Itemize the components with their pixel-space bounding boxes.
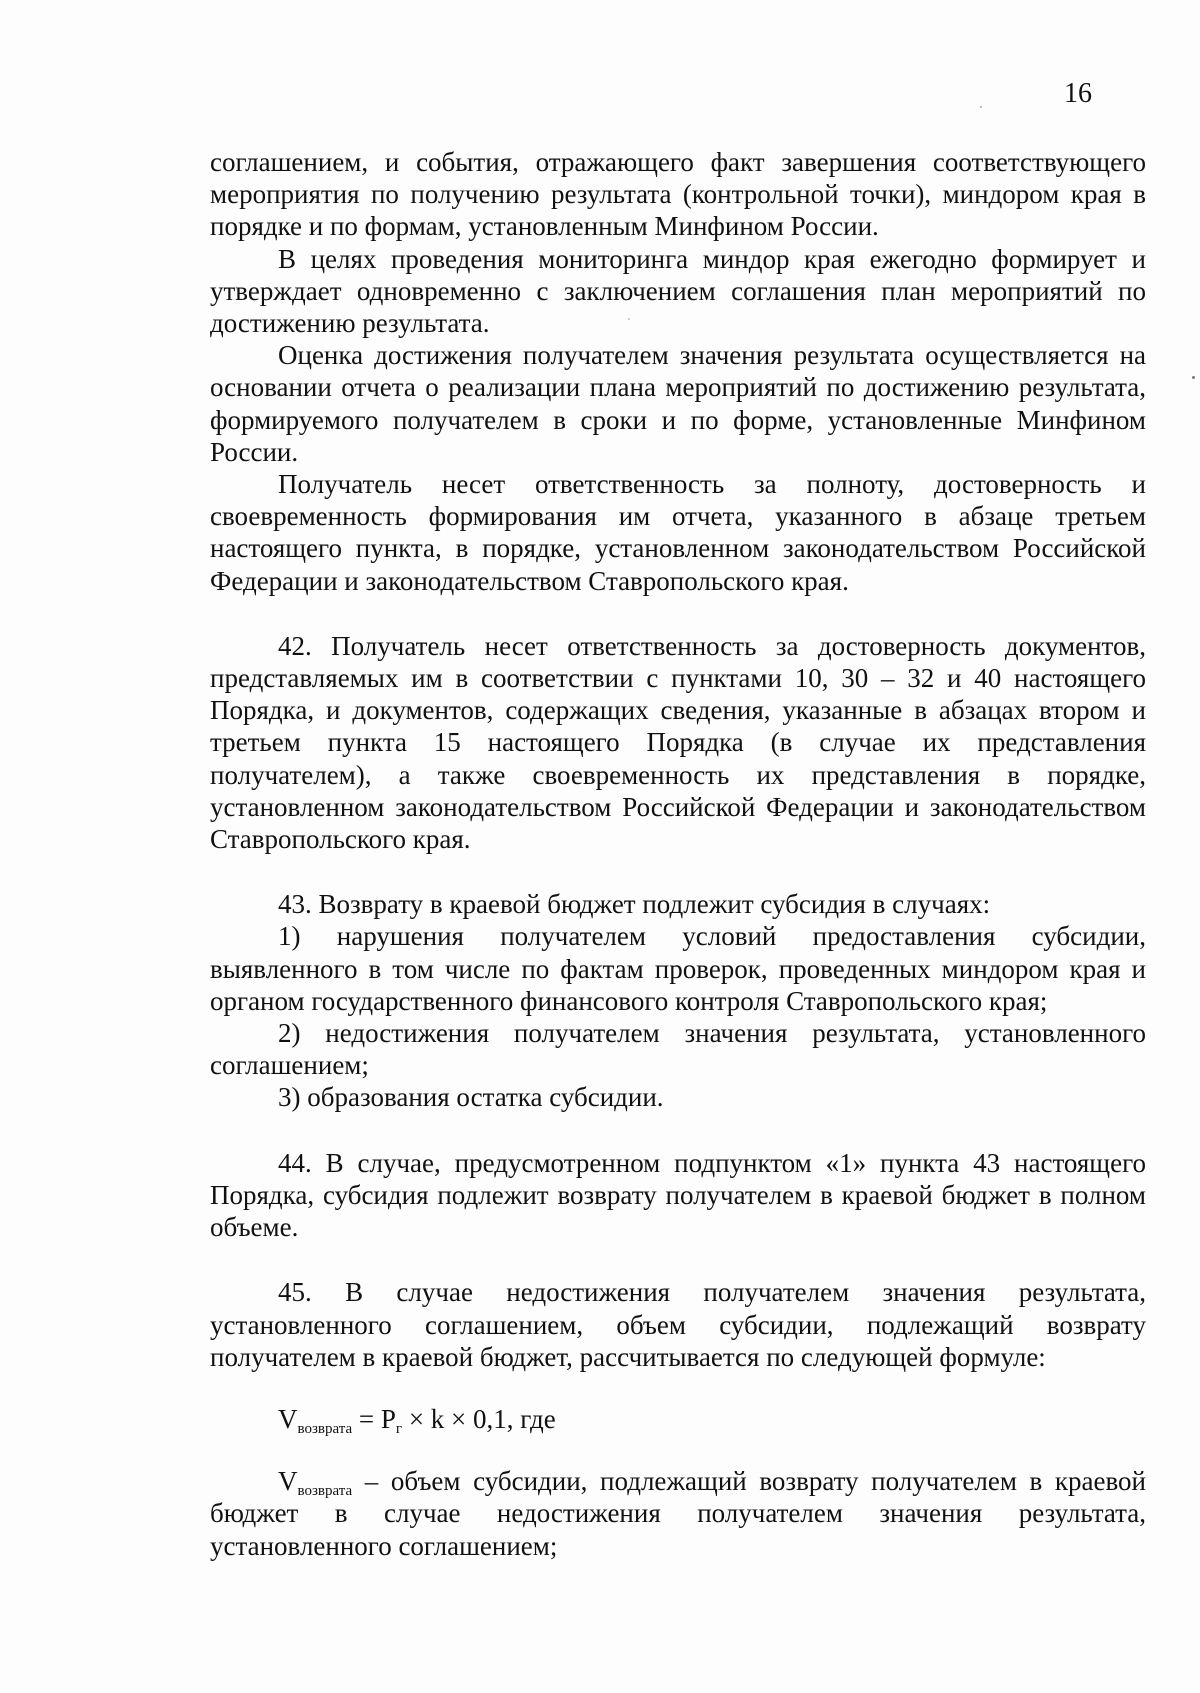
definition-v-symbol: V	[278, 1466, 298, 1497]
scan-speck	[980, 106, 982, 108]
document-body	[210, 146, 1146, 1562]
clause-45: 45. В случае недостижения получателем значения результата, установленного соглашением, объем субсидии, подлежащий возврату получателем в краевой бюджет, рассчитывается по следующей формуле:	[210, 1277, 1146, 1372]
paragraph-gap	[210, 1243, 1146, 1276]
scan-speck	[1192, 376, 1195, 379]
definition-v-subscript: возврата	[297, 1483, 353, 1500]
paragraph-monitoring: В целях проведения мониторинга миндор края ежегодно формирует и утверждает одновременно с заключением соглашения план мероприятий по достижению результата.	[210, 243, 1146, 339]
paragraph-gap	[210, 1114, 1146, 1147]
scan-speck	[628, 318, 630, 320]
clause-43-item-1: 1) нарушения получателем условий предоставления субсидии, выявленного в том числе по фактам проверок, проведенных миндором края и органом государственного финансового контроля Ставропольского края;	[210, 921, 1146, 1016]
clause-43-item-2: 2) недостижения получателем значения результата, установленного соглашением;	[210, 1018, 1146, 1081]
clause-43: 43. Возврату в краевой бюджет подлежит субсидия в случаях:	[278, 889, 991, 920]
clause-43-item-3: 3) образования остатка субсидии.	[278, 1082, 664, 1113]
paragraph-gap	[210, 1373, 1146, 1403]
formula-equals-part: = P	[352, 1403, 396, 1434]
formula-rest: × k × 0,1, где	[402, 1403, 556, 1434]
formula-v-symbol: V	[278, 1403, 298, 1434]
paragraph-gap	[210, 1435, 1146, 1465]
formula-definition-v	[210, 1465, 1146, 1562]
formula-v-subscript: возврата	[297, 1420, 353, 1437]
paragraph-gap	[210, 855, 1146, 888]
refund-formula	[210, 1403, 1146, 1435]
paragraph-gap	[210, 597, 1146, 630]
formula-p-subscript: г	[395, 1420, 403, 1437]
paragraph-responsibility-report: Получатель несет ответственность за полноту, достоверность и своевременность формирования им отчета, указанного в абзаце третьем настоящего пункта, в порядке, установленном законодательством Российской Федерации и законодательством Ставропольского края.	[210, 469, 1146, 596]
paragraph-continuation: соглашением, и события, отражающего факт завершения соответствующего мероприятия по получению результата (контрольной точки), миндором края в порядке и по формам, установленным Минфином России.	[210, 147, 1146, 242]
clause-44: 44. В случае, предусмотренном подпунктом «1» пункта 43 настоящего Порядка, субсидия подлежит возврату получателем в краевой бюджет в полном объеме.	[210, 1147, 1146, 1243]
clause-42: 42. Получатель несет ответственность за достоверность документов, представляемых им в соответствии с пунктами 10, 30 – 32 и 40 настоящего Порядка, и документов, содержащих сведения, указанные в абзацах втором и третьем пункта 15 настоящего Порядка (в случае их представления получателем), а также своевременность их представления в порядке, установленном законодательством Российской Федерации и законодательством Ставропольского края.	[210, 630, 1146, 855]
paragraph-assessment: Оценка достижения получателем значения результата осуществляется на основании отчета о реализации плана мероприятий по достижению результата, формируемого получателем в сроки и по форме, установленные Минфином России.	[210, 340, 1146, 467]
page-number: 16	[1064, 78, 1092, 109]
definition-text: – объем субсидии, подлежащий возврату получателем в краевой бюджет в случае недостижения получателем значения результата, установленного соглашением;	[210, 1466, 1146, 1561]
